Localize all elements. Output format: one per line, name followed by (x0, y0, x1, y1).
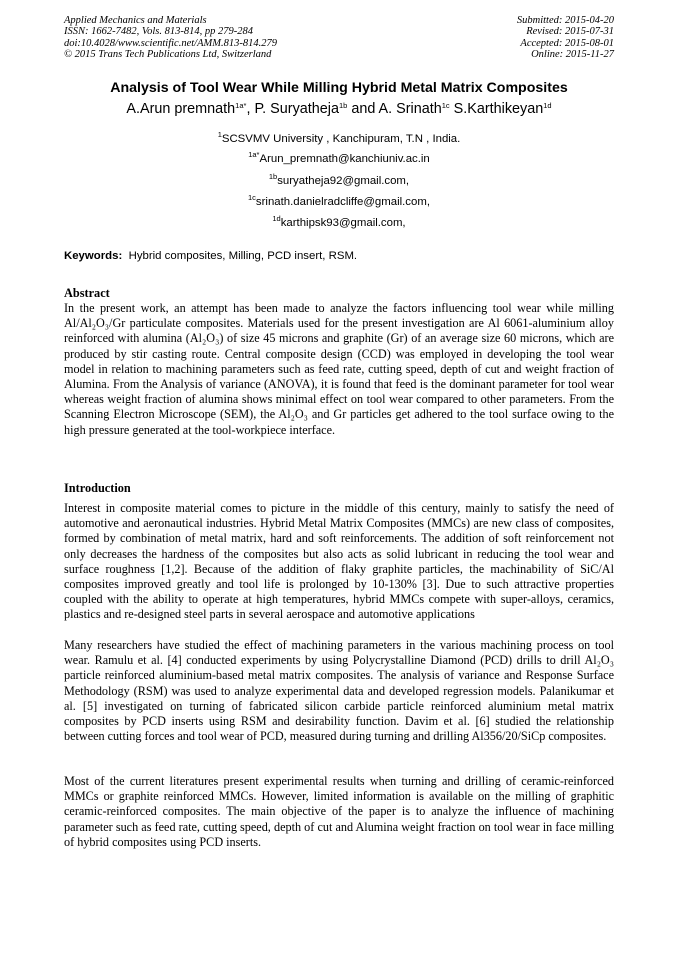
keywords-line: Keywords: Hybrid composites, Milling, PCD insert, RSM. (64, 250, 358, 262)
keywords-label: Keywords (64, 250, 119, 262)
keywords-text: Hybrid composites, Milling, PCD insert, RSM. (128, 250, 358, 262)
author-separator: , (246, 101, 255, 117)
affiliation-email (0, 193, 678, 208)
journal-name: Applied Mechanics and Materials (64, 15, 207, 26)
date-revised: Revised: 2015-07-31 (526, 26, 614, 38)
paper-title: Analysis of Tool Wear While Milling Hybrid Metal Matrix Composites (110, 80, 568, 96)
introduction-heading: Introduction (64, 481, 131, 495)
author-separator: and (347, 101, 379, 117)
intro-paragraph: Interest in composite material comes to picture in the middle of this century, mainly to satisfy the need of automotive and aeronautical industries. Hybrid Metal Matrix Composites (MMCs) are new class of composites, formed by combination of metal matrix, hard and soft reinforcements. The addition of soft reinforcement not only decreases the hardness of the composites but also acts as solid lubricant in reducing the tool wear and surface roughness [1,2]. Because of the addition of flaky graphite particles, the machinability of SiC/Al composites improved greatly and tool life is prolonged by 10-130% [3]. Due to such attractive properties coupled with the ability to operate at high temperatures, hybrid MMCs compete with super-alloys, ceramics, plastics and re-designed steel parts in several aerospace and automotive applications (64, 501, 614, 622)
affiliation-marker: 1c (248, 193, 256, 202)
affiliation-text: Arun_premnath@kanchiuniv.ac.in (259, 153, 430, 165)
affiliation-marker: 1d (272, 214, 281, 223)
affiliation-text: suryatheja92@gmail.com, (277, 175, 410, 187)
author-name: S.Karthikeyan (453, 101, 544, 117)
affiliation-text: srinath.danielradcliffe@gmail.com, (255, 196, 430, 208)
abstract-text: In the present work, an attempt has been made to analyze the factors influencing tool wear while milling Al/Al₂O₃/Gr particulate composites. Materials used for the present investigation are Al 6061-aluminium alloy reinforced with alumina (Al₂O₃) of size 45 microns and graphite (Gr) of an average size 60 microns, which are produced by stir casting route. Central composite design (CCD) was employed in developing the tool wear model in relation to machining parameters such as feed rate, cutting speed, depth of cut and weight fraction of Alumina. From the Analysis of variance (ANOVA), it is found that feed is the dominant parameter for tool wear whereas weight fraction of alumina shows minimal effect on tool wear compared to other parameters. From the Scanning Electron Microscope (SEM), the Al₂O₃ and Gr particles get adhered to the tool surface owing to the high pressure generated at the tool-workpiece interface. (64, 301, 614, 437)
journal-doi: doi:10.4028/www.scientific.net/AMM.813-814.279 (64, 37, 277, 49)
author-marker: 1a* (235, 101, 247, 110)
author-name: A.Arun premnath (126, 101, 236, 117)
author-marker: 1c (441, 101, 450, 110)
affiliation-email (0, 172, 678, 187)
author-marker: 1b (338, 101, 348, 110)
date-submitted: Submitted: 2015-04-20 (516, 15, 614, 26)
journal-info (64, 15, 277, 61)
abstract-heading: Abstract (64, 286, 110, 300)
publication-dates (517, 15, 614, 61)
affiliation-text: karthipsk93@gmail.com, (280, 217, 406, 229)
author-list (0, 101, 678, 117)
intro-paragraph: Many researchers have studied the effect of machining parameters in the various machining process on tool wear. Ramulu et al. [4] conducted experiments by using Polycrystalline Diamond (PCD) drills to drill Al₂O₃ particle reinforced aluminium-based metal matrix composites. The analysis of variance and Response Surface Methodology (RSM) was used to analyze experimental data and developed regression models. Palanikumar et al. [5] investigated on turning of fabricated silicon carbide particle reinforced aluminium metal matrix composites by PCD inserts using RSM and desirability function. Davim et al. [6] studied the relationship between cutting forces and tool wear of PCD, measured during turning and drilling Al356/20/SiCp composites. (64, 638, 614, 744)
journal-copyright: © 2015 Trans Tech Publications Ltd, Switzerland (64, 49, 272, 61)
affiliation-institution (0, 130, 678, 145)
affiliation-text: SCSVMV University , Kanchipuram, T.N , India. (221, 133, 461, 145)
author-name: P. Suryatheja (254, 101, 339, 117)
affiliation-email (0, 214, 678, 229)
date-accepted: Accepted: 2015-08-01 (520, 37, 614, 49)
author-name: A. Srinath (378, 101, 442, 117)
affiliation-marker: 1a* (248, 150, 260, 159)
author-marker: 1d (543, 101, 552, 110)
intro-paragraph: Most of the current literatures present experimental results when turning and drilling of ceramic-reinforced MMCs or graphite reinforced MMCs. However, limited information is available on the milling of graphitic ceramic-reinforced composites. The main objective of the paper is to analyze the influence of machining parameter such as feed rate, cutting speed, depth of cut and Alumina weight fraction on tool wear in face milling of hybrid composites using PCD inserts. (64, 774, 614, 849)
journal-issn: ISSN: 1662-7482, Vols. 813-814, pp 279-284 (64, 26, 253, 38)
affiliation-marker: 1b (268, 172, 278, 181)
affiliation-marker: 1 (217, 130, 222, 139)
date-online: Online: 2015-11-27 (531, 49, 614, 61)
affiliation-email (0, 150, 678, 165)
